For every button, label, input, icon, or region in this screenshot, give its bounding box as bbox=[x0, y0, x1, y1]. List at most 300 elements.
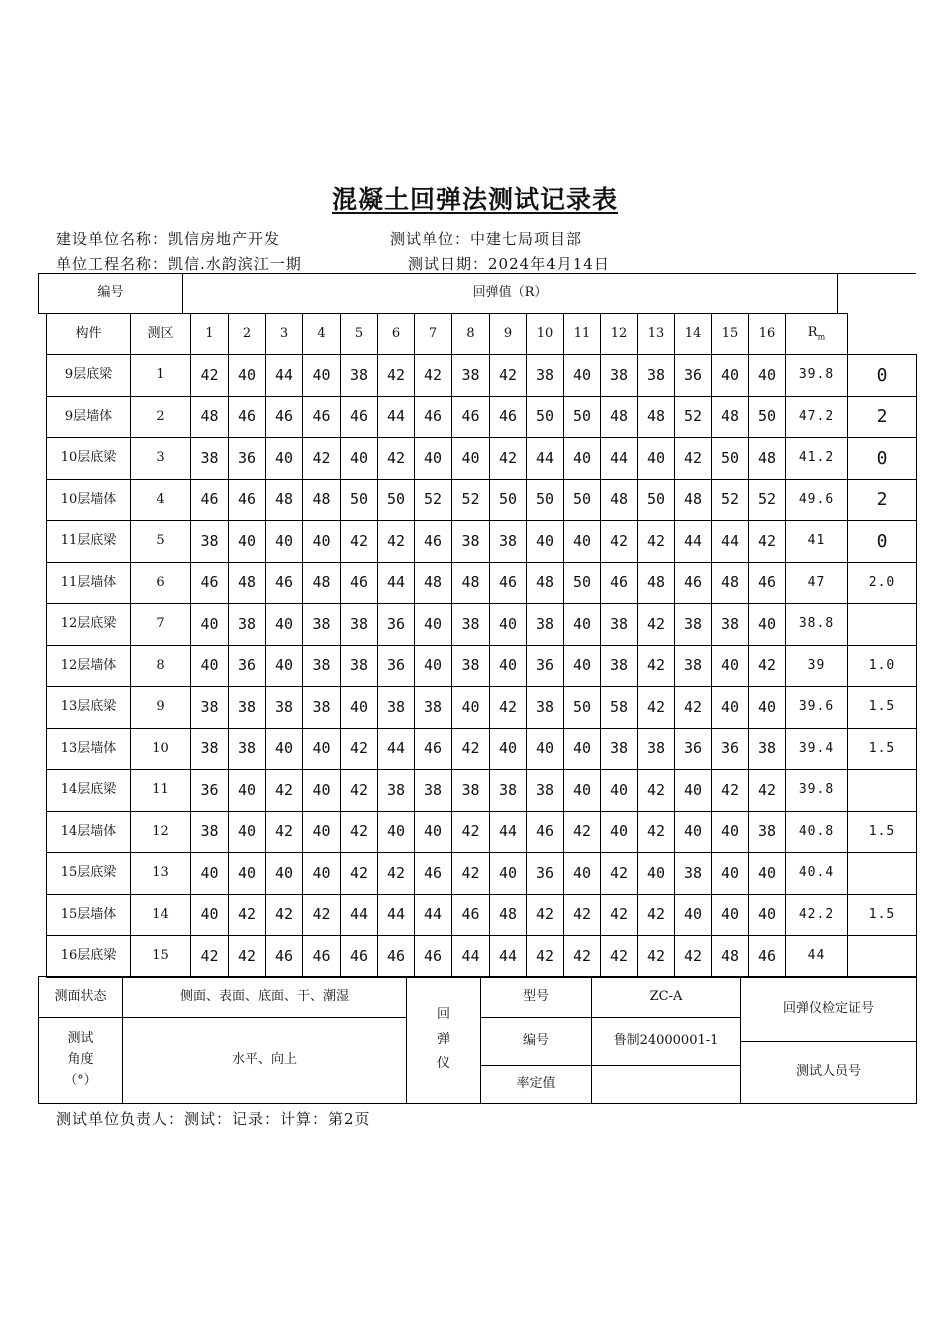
rebound-value-cell: 46 bbox=[340, 935, 378, 978]
rebound-value-cell: 50 bbox=[637, 479, 675, 521]
col-point-header: 16 bbox=[748, 313, 786, 355]
rebound-value-cell: 42 bbox=[711, 769, 749, 812]
rebound-value-cell: 42 bbox=[228, 935, 266, 978]
rebound-value-cell: 40 bbox=[563, 852, 601, 895]
rebound-value-cell: 36 bbox=[228, 437, 266, 480]
member-cell: 11层底梁 bbox=[46, 520, 131, 563]
member-cell: 10层底梁 bbox=[46, 437, 131, 480]
rm-cell: 41 bbox=[785, 520, 848, 563]
rebound-value-cell: 42 bbox=[340, 811, 378, 853]
rebound-value-cell: 44 bbox=[377, 728, 415, 770]
rebound-value-cell: 42 bbox=[563, 935, 601, 978]
test-date-label: 测试日期： bbox=[408, 255, 489, 273]
rm-cell: 40.4 bbox=[785, 852, 848, 895]
rebound-value-cell: 48 bbox=[711, 396, 749, 438]
rebound-value-cell: 48 bbox=[302, 562, 341, 604]
rebound-value-cell: 42 bbox=[377, 852, 415, 895]
tester-label: 测试人员号 bbox=[740, 1041, 917, 1104]
angle-label-line1: 测试 bbox=[67, 1031, 94, 1047]
carbonation-cell bbox=[847, 852, 917, 895]
rebound-value-cell: 38 bbox=[674, 603, 712, 646]
rebound-value-cell: 40 bbox=[711, 852, 749, 895]
zone-cell: 13 bbox=[130, 852, 191, 895]
rebound-value-cell: 46 bbox=[489, 562, 527, 604]
rebound-value-cell: 38 bbox=[451, 354, 490, 397]
rebound-value-cell: 40 bbox=[340, 686, 378, 729]
rebound-value-cell: 42 bbox=[637, 520, 675, 563]
rebound-value-cell: 46 bbox=[190, 479, 229, 521]
rebound-value-cell: 46 bbox=[302, 935, 341, 978]
rebound-value-cell: 38 bbox=[637, 354, 675, 397]
rebound-value-cell: 42 bbox=[265, 894, 303, 936]
rebound-value-cell: 42 bbox=[748, 769, 786, 812]
rebound-value-cell: 40 bbox=[265, 645, 303, 687]
member-cell: 9层墙体 bbox=[46, 396, 131, 438]
rebound-value-cell: 36 bbox=[526, 645, 564, 687]
col-point-header: 2 bbox=[228, 313, 266, 355]
hammer-char-1: 回 bbox=[436, 1006, 450, 1022]
model-value: ZC-A bbox=[591, 976, 741, 1018]
rebound-value-cell: 38 bbox=[302, 686, 341, 729]
rebound-value-cell: 42 bbox=[600, 520, 638, 563]
rebound-value-cell: 42 bbox=[190, 354, 229, 397]
rm-symbol: $R_m$ bbox=[807, 325, 826, 342]
rebound-value-cell: 36 bbox=[711, 728, 749, 770]
rebound-value-cell: 38 bbox=[228, 603, 266, 646]
rebound-value-cell: 44 bbox=[674, 520, 712, 563]
rebound-value-cell: 38 bbox=[190, 811, 229, 853]
rebound-value-cell: 38 bbox=[526, 769, 564, 812]
rebound-value-cell: 40 bbox=[190, 645, 229, 687]
rebound-value-cell: 40 bbox=[414, 645, 452, 687]
rebound-value-cell: 40 bbox=[228, 354, 266, 397]
rebound-value-cell: 42 bbox=[451, 728, 490, 770]
rebound-value-cell: 44 bbox=[711, 520, 749, 563]
rebound-value-cell: 38 bbox=[600, 728, 638, 770]
rebound-value-cell: 50 bbox=[340, 479, 378, 521]
rm-cell: 39.4 bbox=[785, 728, 848, 770]
col-point-header: 3 bbox=[265, 313, 303, 355]
rebound-value-cell: 38 bbox=[489, 520, 527, 563]
rebound-value-cell: 38 bbox=[451, 603, 490, 646]
rebound-value-cell: 48 bbox=[228, 562, 266, 604]
rebound-value-cell: 50 bbox=[563, 396, 601, 438]
rebound-value-cell: 36 bbox=[674, 354, 712, 397]
member-cell: 11层墙体 bbox=[46, 562, 131, 604]
rm-cell: 39.6 bbox=[785, 686, 848, 729]
rebound-value-cell: 42 bbox=[265, 769, 303, 812]
col-point-header: 11 bbox=[563, 313, 601, 355]
rebound-value-cell: 38 bbox=[748, 811, 786, 853]
rebound-value-cell: 46 bbox=[377, 935, 415, 978]
rm-cell: 41.2 bbox=[785, 437, 848, 480]
rebound-value-cell: 42 bbox=[674, 686, 712, 729]
zone-cell: 9 bbox=[130, 686, 191, 729]
rebound-value-cell: 46 bbox=[451, 894, 490, 936]
col-point-header: 14 bbox=[674, 313, 712, 355]
zone-cell: 8 bbox=[130, 645, 191, 687]
rebound-value-cell: 50 bbox=[489, 479, 527, 521]
rebound-value-cell: 40 bbox=[748, 686, 786, 729]
col-point-header: 15 bbox=[711, 313, 749, 355]
rebound-value-cell: 42 bbox=[302, 437, 341, 480]
rebound-value-cell: 40 bbox=[674, 894, 712, 936]
carbonation-cell bbox=[847, 603, 917, 646]
rebound-value-cell: 48 bbox=[711, 935, 749, 978]
number-label: 编号 bbox=[480, 1017, 592, 1066]
rebound-value-cell: 52 bbox=[451, 479, 490, 521]
rebound-value-cell: 38 bbox=[451, 769, 490, 812]
rebound-value-cell: 40 bbox=[265, 520, 303, 563]
rebound-header: 回弹值（R） bbox=[182, 273, 838, 314]
surface-label: 测面状态 bbox=[38, 976, 123, 1018]
rebound-value-cell: 40 bbox=[600, 769, 638, 812]
rebound-value-cell: 40 bbox=[451, 686, 490, 729]
rebound-value-cell: 46 bbox=[674, 562, 712, 604]
rebound-value-cell: 42 bbox=[600, 852, 638, 895]
rebound-value-cell: 38 bbox=[190, 686, 229, 729]
member-cell: 12层底梁 bbox=[46, 603, 131, 646]
zone-cell: 12 bbox=[130, 811, 191, 853]
test-date-value: 2024年4月14日 bbox=[488, 255, 610, 273]
rebound-value-cell: 40 bbox=[377, 811, 415, 853]
rebound-value-cell: 46 bbox=[414, 852, 452, 895]
hammer-char-2: 弹 bbox=[436, 1031, 450, 1047]
member-cell: 10层墙体 bbox=[46, 479, 131, 521]
rebound-value-cell: 48 bbox=[526, 562, 564, 604]
rebound-value-cell: 40 bbox=[637, 852, 675, 895]
rebound-value-cell: 40 bbox=[302, 520, 341, 563]
rebound-value-cell: 40 bbox=[265, 852, 303, 895]
rebound-value-cell: 36 bbox=[526, 852, 564, 895]
carbonation-cell: 0 bbox=[847, 437, 917, 480]
col-point-header: 13 bbox=[637, 313, 675, 355]
member-cell: 13层墙体 bbox=[46, 728, 131, 770]
rm-cell: 49.6 bbox=[785, 479, 848, 521]
carbonation-cell: 0 bbox=[847, 520, 917, 563]
test-date-line bbox=[408, 253, 610, 274]
rebound-value-cell: 42 bbox=[637, 935, 675, 978]
rebound-value-cell: 38 bbox=[748, 728, 786, 770]
client-value: 凯信房地产开发 bbox=[168, 230, 281, 248]
rebound-value-cell: 42 bbox=[377, 520, 415, 563]
rebound-value-cell: 50 bbox=[526, 396, 564, 438]
rebound-value-cell: 38 bbox=[265, 686, 303, 729]
rebound-value-cell: 46 bbox=[414, 396, 452, 438]
col-point-header: 8 bbox=[451, 313, 490, 355]
rebound-value-cell: 50 bbox=[563, 562, 601, 604]
rebound-value-cell: 42 bbox=[637, 811, 675, 853]
rebound-value-cell: 46 bbox=[451, 396, 490, 438]
rebound-value-cell: 38 bbox=[451, 645, 490, 687]
zone-cell: 4 bbox=[130, 479, 191, 521]
rebound-value-cell: 40 bbox=[265, 437, 303, 480]
rm-cell: 47 bbox=[785, 562, 848, 604]
rebound-value-cell: 38 bbox=[414, 686, 452, 729]
rebound-value-cell: 48 bbox=[637, 396, 675, 438]
rebound-value-cell: 40 bbox=[748, 603, 786, 646]
rebound-value-cell: 38 bbox=[190, 728, 229, 770]
rebound-value-cell: 40 bbox=[228, 520, 266, 563]
rebound-value-cell: 38 bbox=[302, 645, 341, 687]
rebound-value-cell: 40 bbox=[302, 354, 341, 397]
rebound-value-cell: 38 bbox=[302, 603, 341, 646]
rm-cell: 39 bbox=[785, 645, 848, 687]
rebound-value-cell: 52 bbox=[414, 479, 452, 521]
rebound-value-cell: 38 bbox=[340, 645, 378, 687]
rebound-value-cell: 42 bbox=[340, 852, 378, 895]
code-header: 编号 bbox=[38, 273, 183, 314]
rebound-value-cell: 44 bbox=[377, 894, 415, 936]
rebound-value-cell: 42 bbox=[563, 811, 601, 853]
rebound-value-cell: 48 bbox=[674, 479, 712, 521]
rm-cell: 38.8 bbox=[785, 603, 848, 646]
rebound-value-cell: 42 bbox=[451, 811, 490, 853]
rebound-value-cell: 40 bbox=[711, 811, 749, 853]
rebound-value-cell: 40 bbox=[637, 437, 675, 480]
col-member-header: 构件 bbox=[46, 313, 131, 355]
zone-cell: 14 bbox=[130, 894, 191, 936]
rebound-value-cell: 36 bbox=[190, 769, 229, 812]
carbonation-cell: 1.5 bbox=[847, 894, 917, 936]
col-point-header: 9 bbox=[489, 313, 527, 355]
carbonation-cell: 1.5 bbox=[847, 728, 917, 770]
rebound-value-cell: 40 bbox=[748, 852, 786, 895]
rebound-value-cell: 40 bbox=[674, 811, 712, 853]
rebound-value-cell: 48 bbox=[748, 437, 786, 480]
rebound-value-cell: 40 bbox=[489, 645, 527, 687]
rm-cell: 44 bbox=[785, 935, 848, 978]
rebound-value-cell: 38 bbox=[600, 354, 638, 397]
rebound-value-cell: 44 bbox=[451, 935, 490, 978]
rebound-value-cell: 42 bbox=[228, 894, 266, 936]
rebound-value-cell: 38 bbox=[600, 603, 638, 646]
rebound-value-cell: 42 bbox=[526, 935, 564, 978]
rebound-value-cell: 36 bbox=[377, 603, 415, 646]
rebound-value-cell: 42 bbox=[340, 769, 378, 812]
rebound-value-cell: 50 bbox=[377, 479, 415, 521]
test-unit-value: 中建七局项目部 bbox=[470, 230, 583, 248]
rebound-value-cell: 48 bbox=[451, 562, 490, 604]
rebound-value-cell: 40 bbox=[302, 811, 341, 853]
rebound-value-cell: 42 bbox=[748, 645, 786, 687]
zone-cell: 15 bbox=[130, 935, 191, 978]
test-unit-label: 测试单位： bbox=[390, 230, 471, 248]
angle-label bbox=[38, 1017, 123, 1104]
rebound-value-cell: 46 bbox=[748, 562, 786, 604]
rebound-value-cell: 46 bbox=[228, 396, 266, 438]
rebound-value-cell: 40 bbox=[228, 811, 266, 853]
rebound-value-cell: 42 bbox=[748, 520, 786, 563]
project-label: 单位工程名称： bbox=[56, 255, 169, 273]
rebound-value-cell: 40 bbox=[711, 645, 749, 687]
rebound-value-cell: 38 bbox=[526, 354, 564, 397]
project-line bbox=[56, 253, 302, 274]
rebound-value-cell: 38 bbox=[340, 603, 378, 646]
calib-value bbox=[591, 1065, 741, 1104]
rebound-value-cell: 52 bbox=[711, 479, 749, 521]
rebound-value-cell: 42 bbox=[674, 935, 712, 978]
zone-cell: 11 bbox=[130, 769, 191, 812]
rebound-value-cell: 44 bbox=[414, 894, 452, 936]
rebound-value-cell: 42 bbox=[600, 894, 638, 936]
rebound-value-cell: 38 bbox=[414, 769, 452, 812]
rebound-value-cell: 44 bbox=[489, 935, 527, 978]
rebound-value-cell: 38 bbox=[600, 645, 638, 687]
rebound-value-cell: 40 bbox=[563, 354, 601, 397]
rebound-value-cell: 46 bbox=[414, 520, 452, 563]
rebound-value-cell: 38 bbox=[190, 520, 229, 563]
rebound-value-cell: 48 bbox=[265, 479, 303, 521]
rebound-value-cell: 40 bbox=[340, 437, 378, 480]
rebound-value-cell: 46 bbox=[302, 396, 341, 438]
col-rm-header bbox=[785, 313, 848, 355]
rebound-value-cell: 40 bbox=[563, 437, 601, 480]
rebound-value-cell: 40 bbox=[489, 852, 527, 895]
rebound-value-cell: 40 bbox=[526, 520, 564, 563]
zone-cell: 3 bbox=[130, 437, 191, 480]
rebound-value-cell: 42 bbox=[302, 894, 341, 936]
rebound-value-cell: 40 bbox=[563, 645, 601, 687]
rebound-value-cell: 46 bbox=[265, 562, 303, 604]
rebound-value-cell: 36 bbox=[674, 728, 712, 770]
rebound-value-cell: 40 bbox=[563, 520, 601, 563]
rebound-value-cell: 38 bbox=[674, 852, 712, 895]
rebound-value-cell: 46 bbox=[748, 935, 786, 978]
rebound-value-cell: 40 bbox=[711, 354, 749, 397]
rebound-value-cell: 38 bbox=[228, 728, 266, 770]
rebound-value-cell: 38 bbox=[674, 645, 712, 687]
rebound-value-cell: 50 bbox=[563, 479, 601, 521]
rebound-value-cell: 50 bbox=[563, 686, 601, 729]
rebound-value-cell: 42 bbox=[637, 894, 675, 936]
rebound-value-cell: 40 bbox=[228, 769, 266, 812]
rebound-value-cell: 48 bbox=[600, 479, 638, 521]
rebound-value-cell: 40 bbox=[302, 769, 341, 812]
member-cell: 12层墙体 bbox=[46, 645, 131, 687]
carbonation-cell: 2 bbox=[847, 479, 917, 521]
rebound-value-cell: 44 bbox=[377, 396, 415, 438]
rebound-value-cell: 38 bbox=[377, 686, 415, 729]
rebound-value-cell: 52 bbox=[748, 479, 786, 521]
rebound-value-cell: 42 bbox=[377, 437, 415, 480]
rebound-value-cell: 46 bbox=[265, 396, 303, 438]
rebound-value-cell: 42 bbox=[637, 603, 675, 646]
rm-cell: 39.8 bbox=[785, 769, 848, 812]
col-point-header: 12 bbox=[600, 313, 638, 355]
col-point-header: 1 bbox=[190, 313, 229, 355]
rebound-value-cell: 46 bbox=[414, 728, 452, 770]
cert-label: 回弹仪检定证号 bbox=[740, 976, 917, 1042]
member-cell: 9层底梁 bbox=[46, 354, 131, 397]
rebound-value-cell: 40 bbox=[451, 437, 490, 480]
carbonation-cell bbox=[847, 769, 917, 812]
rebound-value-cell: 40 bbox=[748, 354, 786, 397]
rebound-value-cell: 42 bbox=[489, 354, 527, 397]
rebound-value-cell: 42 bbox=[637, 686, 675, 729]
rebound-value-cell: 42 bbox=[340, 728, 378, 770]
rebound-value-cell: 42 bbox=[265, 811, 303, 853]
rebound-value-cell: 48 bbox=[637, 562, 675, 604]
zone-cell: 5 bbox=[130, 520, 191, 563]
rebound-value-cell: 40 bbox=[748, 894, 786, 936]
rebound-value-cell: 42 bbox=[526, 894, 564, 936]
rebound-value-cell: 48 bbox=[711, 562, 749, 604]
rm-cell: 47.2 bbox=[785, 396, 848, 438]
rebound-value-cell: 38 bbox=[190, 437, 229, 480]
rebound-value-cell: 42 bbox=[637, 645, 675, 687]
rebound-value-cell: 44 bbox=[600, 437, 638, 480]
rebound-value-cell: 38 bbox=[228, 686, 266, 729]
member-cell: 15层墙体 bbox=[46, 894, 131, 936]
rebound-value-cell: 40 bbox=[414, 811, 452, 853]
rebound-value-cell: 42 bbox=[563, 894, 601, 936]
rebound-value-cell: 38 bbox=[526, 686, 564, 729]
rebound-value-cell: 46 bbox=[265, 935, 303, 978]
client-label: 建设单位名称： bbox=[56, 230, 169, 248]
col-point-header: 6 bbox=[377, 313, 415, 355]
rebound-value-cell: 40 bbox=[489, 603, 527, 646]
rebound-value-cell: 44 bbox=[526, 437, 564, 480]
rebound-value-cell: 38 bbox=[711, 603, 749, 646]
rm-cell: 40.8 bbox=[785, 811, 848, 853]
test-unit-line bbox=[390, 228, 582, 249]
rebound-value-cell: 46 bbox=[228, 479, 266, 521]
carbonation-cell: 1.0 bbox=[847, 645, 917, 687]
rebound-value-cell: 42 bbox=[377, 354, 415, 397]
rebound-value-cell: 48 bbox=[302, 479, 341, 521]
carbonation-cell: 2.0 bbox=[847, 562, 917, 604]
number-value: 鲁制24000001-1 bbox=[591, 1017, 741, 1066]
rebound-value-cell: 40 bbox=[190, 894, 229, 936]
zone-cell: 2 bbox=[130, 396, 191, 438]
rebound-value-cell: 46 bbox=[340, 562, 378, 604]
rebound-value-cell: 40 bbox=[489, 728, 527, 770]
surface-value: 侧面、表面、底面、干、潮湿 bbox=[122, 976, 407, 1018]
calib-label: 率定值 bbox=[480, 1065, 592, 1104]
rebound-value-cell: 48 bbox=[489, 894, 527, 936]
carbonation-cell: 2 bbox=[847, 396, 917, 438]
rebound-value-cell: 40 bbox=[302, 852, 341, 895]
zone-cell: 7 bbox=[130, 603, 191, 646]
carbonation-cell: 1.5 bbox=[847, 811, 917, 853]
rebound-value-cell: 42 bbox=[340, 520, 378, 563]
zone-cell: 10 bbox=[130, 728, 191, 770]
member-cell: 14层墙体 bbox=[46, 811, 131, 853]
rebound-value-cell: 38 bbox=[340, 354, 378, 397]
rebound-value-cell: 40 bbox=[600, 811, 638, 853]
rebound-value-cell: 42 bbox=[190, 935, 229, 978]
rebound-value-cell: 40 bbox=[711, 686, 749, 729]
rebound-value-cell: 46 bbox=[489, 396, 527, 438]
rebound-value-cell: 42 bbox=[674, 437, 712, 480]
rebound-value-cell: 38 bbox=[489, 769, 527, 812]
member-cell: 16层底梁 bbox=[46, 935, 131, 978]
top-right-rule bbox=[837, 273, 916, 274]
rebound-value-cell: 44 bbox=[340, 894, 378, 936]
carbonation-cell: 0 bbox=[847, 354, 917, 397]
rebound-value-cell: 40 bbox=[526, 728, 564, 770]
rebound-value-cell: 46 bbox=[414, 935, 452, 978]
rebound-value-cell: 46 bbox=[526, 811, 564, 853]
rebound-value-cell: 44 bbox=[377, 562, 415, 604]
rebound-value-cell: 40 bbox=[228, 852, 266, 895]
rebound-value-cell: 50 bbox=[526, 479, 564, 521]
rebound-value-cell: 40 bbox=[190, 603, 229, 646]
rebound-value-cell: 40 bbox=[711, 894, 749, 936]
zone-cell: 1 bbox=[130, 354, 191, 397]
rebound-value-cell: 46 bbox=[190, 562, 229, 604]
